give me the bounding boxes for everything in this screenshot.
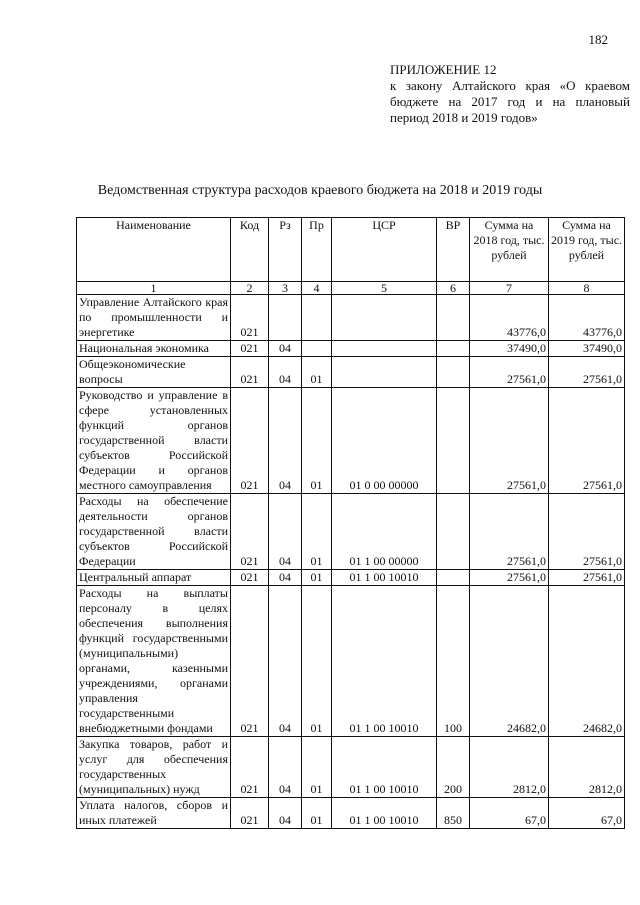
- row-pr: [302, 341, 332, 357]
- row-sum-2018: 27561,0: [470, 494, 549, 570]
- row-rz: 04: [269, 570, 302, 586]
- row-vr: [437, 570, 470, 586]
- header-pr: Пр: [302, 218, 332, 282]
- row-csr: 01 1 00 10010: [332, 798, 437, 829]
- row-kod: 021: [231, 586, 269, 737]
- row-kod: 021: [231, 570, 269, 586]
- row-name: Центральный аппарат: [77, 570, 231, 586]
- table-title: Ведомственная структура расходов краевого бюджета на 2018 и 2019 годы: [97, 183, 543, 198]
- row-csr: 01 1 00 10010: [332, 570, 437, 586]
- table-row: [77, 570, 625, 586]
- header-rz: Рз: [269, 218, 302, 282]
- row-pr: 01: [302, 586, 332, 737]
- row-csr: [332, 357, 437, 388]
- row-kod: 021: [231, 295, 269, 341]
- row-sum-2019: 27561,0: [549, 570, 625, 586]
- row-name: Национальная экономика: [77, 341, 231, 357]
- column-number: 1: [77, 282, 231, 295]
- row-csr: 01 1 00 00000: [332, 494, 437, 570]
- row-name: Расходы на выплаты персоналу в целях обеспечения выполнения функций государственными (муниципальными) органами, казенными учреждениями, органами управления государственными внебюджетными фондами: [77, 586, 231, 737]
- row-name: Уплата налогов, сборов и иных платежей: [77, 798, 231, 829]
- row-sum-2019: 24682,0: [549, 586, 625, 737]
- row-vr: [437, 388, 470, 494]
- header-sum-2019: Сумма на 2019 год, тыс. рублей: [549, 218, 625, 282]
- row-sum-2018: 27561,0: [470, 388, 549, 494]
- row-kod: 021: [231, 388, 269, 494]
- row-vr: [437, 357, 470, 388]
- column-number: 4: [302, 282, 332, 295]
- page-number: 182: [588, 32, 608, 47]
- row-csr: 01 1 00 10010: [332, 586, 437, 737]
- column-number: 7: [470, 282, 549, 295]
- row-sum-2018: 2812,0: [470, 737, 549, 798]
- table-row: [77, 798, 625, 829]
- row-sum-2019: 27561,0: [549, 357, 625, 388]
- row-kod: 021: [231, 341, 269, 357]
- table-row: [77, 586, 625, 737]
- row-name: Руководство и управление в сфере установленных функций органов государственной власти субъектов Российской Федерации и органов местного самоуправления: [77, 388, 231, 494]
- row-sum-2018: 37490,0: [470, 341, 549, 357]
- row-pr: 01: [302, 570, 332, 586]
- header-row: [77, 218, 625, 282]
- table-row: [77, 341, 625, 357]
- row-sum-2019: 27561,0: [549, 388, 625, 494]
- header-csr: ЦСР: [332, 218, 437, 282]
- row-pr: 01: [302, 494, 332, 570]
- row-name: Закупка товаров, работ и услуг для обеспечения государственных (муниципальных) нужд: [77, 737, 231, 798]
- row-rz: 04: [269, 357, 302, 388]
- row-vr: 850: [437, 798, 470, 829]
- table-row: [77, 357, 625, 388]
- row-name: Управление Алтайского края по промышленности и энергетике: [77, 295, 231, 341]
- row-rz: 04: [269, 798, 302, 829]
- row-kod: 021: [231, 494, 269, 570]
- row-pr: 01: [302, 737, 332, 798]
- row-kod: 021: [231, 357, 269, 388]
- row-rz: 04: [269, 737, 302, 798]
- row-sum-2019: 67,0: [549, 798, 625, 829]
- row-sum-2019: 27561,0: [549, 494, 625, 570]
- table-row: [77, 295, 625, 341]
- row-vr: [437, 295, 470, 341]
- budget-table: [76, 217, 625, 829]
- row-pr: 01: [302, 798, 332, 829]
- row-vr: 100: [437, 586, 470, 737]
- row-rz: 04: [269, 388, 302, 494]
- row-sum-2018: 67,0: [470, 798, 549, 829]
- column-number: 8: [549, 282, 625, 295]
- column-number-row: [77, 282, 625, 295]
- table-row: [77, 388, 625, 494]
- row-rz: 04: [269, 341, 302, 357]
- row-name: Расходы на обеспечение деятельности органов государственной власти субъектов Российской Федерации: [77, 494, 231, 570]
- appendix-block: [390, 62, 630, 126]
- appendix-title: ПРИЛОЖЕНИЕ 12: [390, 62, 497, 77]
- row-vr: 200: [437, 737, 470, 798]
- header-kod: Код: [231, 218, 269, 282]
- column-number: 2: [231, 282, 269, 295]
- row-sum-2018: 43776,0: [470, 295, 549, 341]
- row-sum-2018: 24682,0: [470, 586, 549, 737]
- row-sum-2019: 43776,0: [549, 295, 625, 341]
- column-number: 3: [269, 282, 302, 295]
- row-rz: [269, 295, 302, 341]
- row-sum-2018: 27561,0: [470, 570, 549, 586]
- row-pr: 01: [302, 357, 332, 388]
- row-kod: 021: [231, 737, 269, 798]
- header-vr: ВР: [437, 218, 470, 282]
- table-row: [77, 494, 625, 570]
- row-pr: 01: [302, 388, 332, 494]
- row-vr: [437, 494, 470, 570]
- header-name: Наименование: [77, 218, 231, 282]
- row-sum-2018: 27561,0: [470, 357, 549, 388]
- row-csr: 01 0 00 00000: [332, 388, 437, 494]
- table-row: [77, 737, 625, 798]
- row-name: Общеэкономические вопросы: [77, 357, 231, 388]
- row-kod: 021: [231, 798, 269, 829]
- row-rz: 04: [269, 586, 302, 737]
- row-sum-2019: 37490,0: [549, 341, 625, 357]
- header-sum-2018: Сумма на 2018 год, тыс. рублей: [470, 218, 549, 282]
- column-number: 5: [332, 282, 437, 295]
- row-csr: [332, 341, 437, 357]
- row-vr: [437, 341, 470, 357]
- row-csr: [332, 295, 437, 341]
- row-sum-2019: 2812,0: [549, 737, 625, 798]
- row-csr: 01 1 00 10010: [332, 737, 437, 798]
- row-pr: [302, 295, 332, 341]
- appendix-text: к закону Алтайского края «О краевом бюджете на 2017 год и на плановый период 2018 и 2019 годов»: [390, 78, 630, 125]
- column-number: 6: [437, 282, 470, 295]
- row-rz: 04: [269, 494, 302, 570]
